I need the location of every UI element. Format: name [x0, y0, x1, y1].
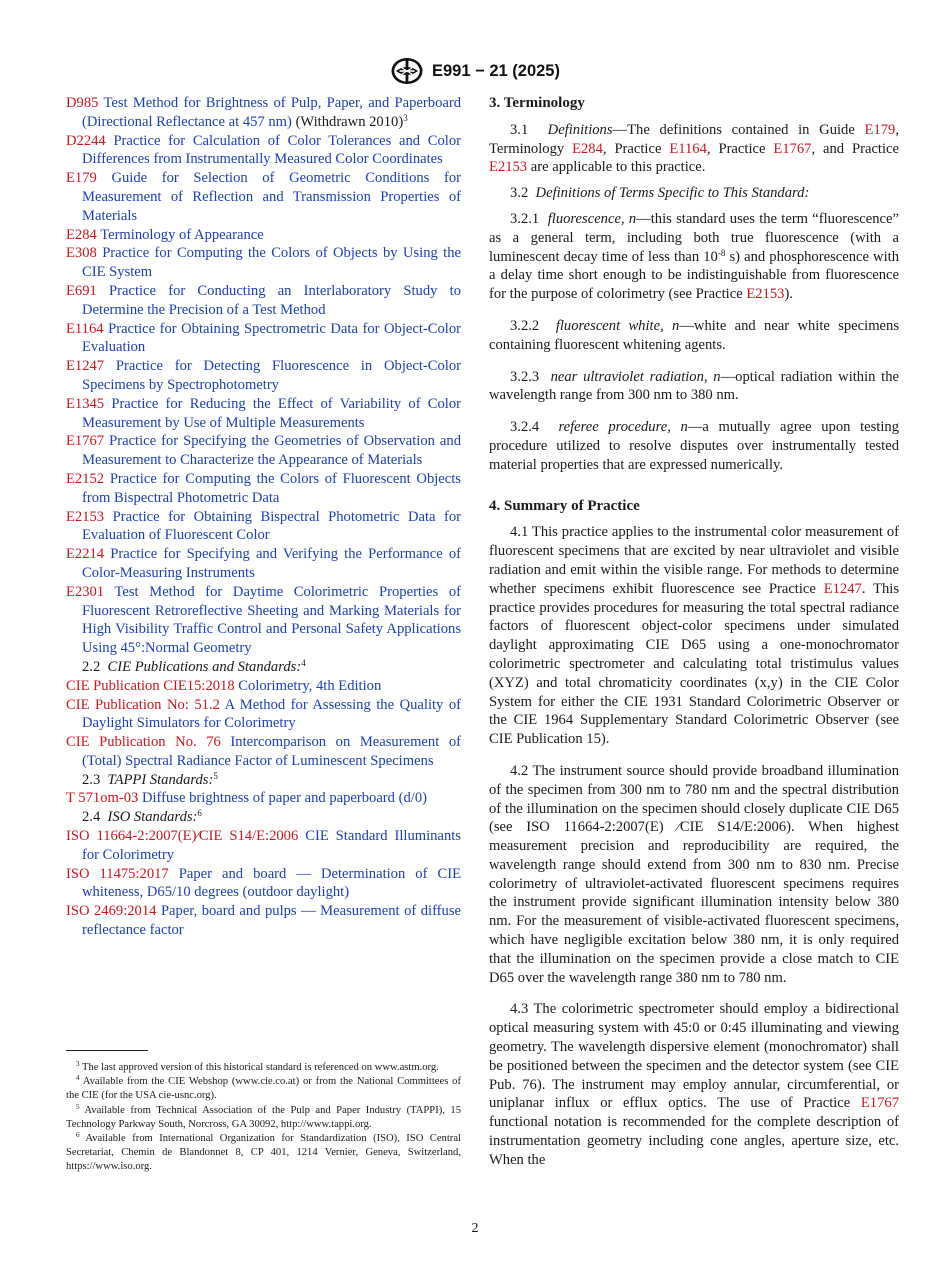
reference-code-link[interactable]: E1247 — [66, 358, 105, 375]
standard-designation: E991 − 21 (2025) — [432, 61, 560, 80]
footnote — [66, 1061, 461, 1075]
reference-code-link[interactable]: D2244 — [66, 132, 106, 149]
reference-title-link[interactable]: Practice for Obtaining Bispectral Photometric Data for Evaluation of Fluorescent Color — [82, 508, 461, 544]
footnote-number: 6 — [76, 1131, 80, 1140]
para-text: —a mutually agree upon testing procedure utilized to resolve disputes over instrumentally tested material properties that are expressed numerically. — [489, 419, 899, 473]
reference-title-link[interactable]: Test Method for Brightness of Pulp, Paper, and Paperboard (Directional Reflectance at 457 nm) — [82, 95, 461, 130]
ref-link-e1767[interactable]: E1767 — [773, 140, 812, 157]
para-number: 3.1 — [510, 121, 529, 138]
reference-code-link[interactable]: D985 — [66, 95, 99, 111]
reference-entry — [66, 395, 461, 433]
reference-code-link[interactable]: E179 — [66, 170, 97, 187]
para-4-2: 4.2 The instrument source should provide broadband illumination of the specimen from 300 nm to 780 nm and the spectral distribution of the illumination on the specimen should closely duplicate CIE D65 (see ISO 11664-2:2007(E) ⁄CIE S14/E:2006). When highest measurement precision and reproducibility are required, the wavelength range should extend from 300 nm to 830 nm. Precise colorimetry of ultraviolet-activated fluorescent specimens requires the instrument provide significant illumination intensity below 380 nm. For the measurement of visible-activated fluorescent specimens, which have negligible excitation below 380 nm, it is only required that the illumination on the specimen provide a close match to CIE D65 over the wavelength range 380 nm to 780 nm. — [489, 762, 899, 986]
reference-code-link[interactable]: CIE Publication CIE15:2018 — [66, 677, 235, 694]
reference-code-link[interactable]: E2153 — [66, 508, 105, 525]
ref-link-e1164[interactable]: E1164 — [669, 140, 707, 157]
summary-heading: 4. Summary of Practice — [489, 497, 640, 514]
ref-link-e2153[interactable]: E2153 — [746, 286, 785, 303]
reference-title-link[interactable]: Practice for Specifying and Verifying the Performance of Color-Measuring Instruments — [82, 546, 461, 581]
reference-code-link[interactable]: ISO 2469:2014 — [66, 903, 157, 920]
reference-code-link[interactable]: E1345 — [66, 395, 105, 412]
exponent: -8 — [717, 247, 726, 258]
para-text: functional notation is recommended for the complete description of instrumentation geometry including cone angles, aperture size, etc. When the — [489, 1114, 899, 1168]
reference-code-link[interactable]: E2301 — [66, 583, 105, 600]
para-3-2-4 — [489, 418, 899, 474]
reference-title-link[interactable]: Practice for Obtaining Spectrometric Data for Object-Color Evaluation — [82, 320, 461, 356]
footnote — [66, 1132, 461, 1175]
para-3-1 — [489, 121, 899, 177]
para-text: 4.1 This practice applies to the instrumental color measurement of fluorescent specimens that are excited by near ultraviolet and visible radiation and emit within the visible range. For methods to determine whether specimens exhibit fluorescence see Practice — [489, 524, 899, 597]
section-number: 2.2 — [82, 658, 101, 675]
reference-title-link[interactable]: Practice for Detecting Fluorescence in Object-Color Specimens by Spectrophotometry — [82, 358, 462, 393]
para-text: —this standard uses the term “fluorescence” as a general term, including both true fluorescence (with a luminescent decay time of less than 10 — [489, 210, 899, 265]
astm-logo-icon — [390, 56, 424, 86]
para-number: 3.2 — [510, 185, 529, 202]
term: referee procedure, n — [558, 419, 688, 436]
reference-entry — [66, 696, 461, 734]
term: fluorescent white, n — [555, 317, 680, 334]
reference-title-link[interactable]: Guide for Selection of Geometric Conditions for Measurement of Reflection and Transmission Properties of Materials — [82, 170, 461, 224]
reference-title-link[interactable]: Paper and board — Determination of CIE whiteness, D65/10 degrees (outdoor daylight) — [82, 865, 461, 901]
reference-code-link[interactable]: E2152 — [66, 470, 105, 487]
reference-code-link[interactable]: E284 — [66, 226, 97, 243]
reference-code-link[interactable]: CIE Publication No. 76 — [66, 734, 221, 751]
terminology-heading: 3. Terminology — [489, 95, 585, 111]
reference-entry — [66, 226, 461, 245]
reference-entry — [66, 789, 461, 808]
reference-entry — [66, 244, 461, 282]
footnotes — [66, 1061, 461, 1175]
right-column — [489, 94, 899, 1177]
footnote-text: Available from International Organization for Standardization (ISO), ISO Central Secretariat, Chemin de Blandonnet 8, CP 401, 1214 Vernier, Geneva, Switzerland, https://www.iso.org. — [66, 1133, 461, 1173]
reference-code-link[interactable]: E1164 — [66, 320, 104, 337]
reference-entry — [66, 677, 461, 696]
para-text: s) and phosphorescence with a delay time short enough to be indistinguishable from fluorescence for the purpose of colorimetry (see Practice — [489, 248, 899, 303]
reference-entry — [66, 733, 461, 771]
page-header — [0, 56, 950, 86]
para-text: —white and near white specimens containing fluorescent whitening agents. — [489, 317, 899, 353]
section-number: 2.4 — [82, 809, 101, 826]
para-number: 3.2.1 — [510, 210, 540, 227]
page-number: 2 — [471, 1221, 479, 1236]
reference-title-link[interactable]: Practice for Reducing the Effect of Variability of Color Measurement by Use of Multiple Measurements — [82, 395, 462, 431]
para-4-1 — [489, 523, 899, 749]
iso-references-list — [66, 827, 461, 940]
reference-note: (Withdrawn 2010) — [295, 113, 404, 130]
para-label: Definitions — [547, 121, 613, 138]
footnote-number: 3 — [76, 1060, 80, 1068]
para-3-2-2 — [489, 317, 899, 355]
reference-title-link[interactable]: Paper, board and pulps — Measurement of diffuse reflectance factor — [82, 903, 461, 939]
reference-title-link[interactable]: Colorimetry, 4th Edition — [238, 677, 382, 694]
reference-title-link[interactable]: Practice for Computing the Colors of Fluorescent Objects from Bispectral Photometric Data — [82, 470, 461, 506]
reference-title-link[interactable]: Practice for Computing the Colors of Objects by Using the CIE System — [82, 245, 461, 281]
footnote-ref: 3 — [403, 112, 408, 123]
reference-entry — [66, 583, 461, 658]
para-text: —optical radiation within the wavelength range from 300 nm to 380 nm. — [489, 368, 899, 404]
reference-entry — [66, 508, 461, 546]
reference-entry — [66, 432, 461, 470]
ref-link-e179[interactable]: E179 — [864, 121, 896, 138]
reference-entry — [66, 545, 461, 583]
reference-entry — [66, 865, 461, 903]
left-column — [66, 94, 461, 940]
para-3-2-1 — [489, 210, 899, 304]
footnote — [66, 1075, 461, 1103]
reference-code-link[interactable]: E691 — [66, 282, 97, 299]
para-3-2-3 — [489, 368, 899, 406]
reference-entry — [66, 902, 461, 940]
footnote-ref: 6 — [197, 808, 202, 819]
cie-section-heading — [66, 658, 461, 677]
reference-title-link[interactable]: Practice for Conducting an Interlaboratory Study to Determine the Precision of a Test Method — [82, 282, 461, 318]
reference-code-link[interactable]: E1767 — [66, 433, 105, 450]
para-number: 3.2.4 — [510, 419, 540, 436]
reference-title-link[interactable]: Test Method for Daytime Colorimetric Properties of Fluorescent Retroreflective Sheeting and Marking Materials for High Visibility Traffic Control and Personal Safety Applications Using 45°:Normal Geometry — [82, 583, 461, 657]
reference-entry — [66, 320, 461, 358]
para-number: 3.2.2 — [510, 317, 540, 334]
para-label: Definitions of Terms Specific to This Standard: — [535, 185, 810, 202]
para-text: , Terminology — [489, 121, 899, 157]
reference-title-link[interactable]: Practice for Calculation of Color Tolerances and Color Differences from Instrumentally Measured Color Coordinates — [82, 132, 461, 168]
reference-code-link[interactable]: T 571om-03 — [66, 790, 139, 807]
tappi-section-heading — [66, 771, 461, 790]
reference-entry — [66, 169, 461, 225]
footnote-number: 5 — [76, 1102, 80, 1111]
reference-entry — [66, 357, 461, 395]
reference-code-link[interactable]: E308 — [66, 245, 97, 262]
reference-title-link[interactable]: A Method for Assessing the Quality of Daylight Simulators for Colorimetry — [82, 696, 461, 732]
footnote — [66, 1104, 461, 1132]
para-text: 4.3 The colorimetric spectrometer should employ a bidirectional optical measuring system with 45:0 or 0:45 illuminating and viewing geometry. The wavelength dispersive element (monochromator) shall be positioned between the specimen and the detector system (see CIE Pub. 76). The instrument may employ annular, circumferential, or uniplanar influx or efflux optics. The use of Practice — [489, 1001, 899, 1112]
para-text: , Practice — [706, 140, 774, 157]
ref-link-e284[interactable]: E284 — [572, 140, 603, 157]
cie-references-list — [66, 677, 461, 771]
reference-code-link[interactable]: ISO 11664-2:2007(E)⁄CIE S14/E:2006 — [66, 828, 299, 845]
para-3-2 — [489, 184, 899, 203]
ref-link-e2153[interactable]: E2153 — [489, 159, 528, 176]
reference-title-link[interactable]: Intercomparison on Measurement of (Total) Spectral Radiance Factor of Luminescent Specimens — [82, 734, 461, 769]
reference-code-link[interactable]: E2214 — [66, 546, 105, 563]
footnote-ref: 5 — [213, 770, 218, 781]
reference-title-link[interactable]: Diffuse brightness of paper and paperboard (d/0) — [141, 790, 427, 807]
iso-section-heading — [66, 808, 461, 827]
reference-entry — [66, 470, 461, 508]
footnote-number: 4 — [76, 1074, 80, 1083]
para-text: , and Practice — [811, 140, 899, 157]
reference-entry — [66, 132, 461, 170]
ref-link-e1247[interactable]: E1247 — [823, 580, 862, 597]
section-number: 2.3 — [82, 771, 101, 788]
reference-title-link[interactable]: Practice for Specifying the Geometries of Observation and Measurement to Characterize the Appearance of Materials — [82, 433, 461, 469]
tappi-references-list — [66, 789, 461, 808]
para-text: —The definitions contained in Guide — [612, 121, 865, 138]
footnote-text: Available from Technical Association of the Pulp and Paper Industry (TAPPI), 15 Technology Parkway South, Norcross, GA 30092, http://www.tappi.org. — [66, 1104, 461, 1130]
reference-entry — [66, 827, 461, 865]
reference-entry — [66, 282, 461, 320]
para-text: are applicable to this practice. — [527, 159, 706, 176]
section-title: CIE Publications and Standards: — [107, 658, 302, 675]
term: near ultraviolet radiation, n — [550, 368, 721, 385]
term: fluorescence, n — [547, 210, 637, 227]
ref-link-e1767[interactable]: E1767 — [860, 1095, 899, 1112]
reference-code-link[interactable]: CIE Publication No: 51.2 — [66, 696, 220, 713]
footnote-divider — [66, 1050, 148, 1051]
reference-entry — [66, 94, 461, 132]
footnote-text: Available from the CIE Webshop (www.cie.co.at) or from the National Committees of the CIE (for the USA cie-usnc.org). — [66, 1076, 461, 1102]
para-4-3 — [489, 1000, 899, 1169]
para-text: , Practice — [602, 140, 670, 157]
footnote-ref: 4 — [301, 657, 306, 668]
referenced-documents-list — [66, 94, 461, 658]
section-title: ISO Standards: — [107, 809, 198, 826]
para-text: . This practice provides procedures for measuring the total spectral radiance factors of fluorescent object-color specimens under simulated daylight approximating CIE D65 using a one-monochromator colorimetric spectrometer and calculating total tristimulus values (XYZ) and total chromaticity coordinates (x,y) in the CIE Color System for either the CIE 1931 Standard Colorimetric Observer or the CIE 1964 Supplementary Standard Colorimetric Observer (see CIE Publication 15). — [489, 580, 899, 748]
footnote-text: The last approved version of this historical standard is referenced on www.astm.org. — [81, 1062, 439, 1073]
para-number: 3.2.3 — [510, 368, 540, 385]
section-title: TAPPI Standards: — [107, 771, 214, 788]
reference-title-link[interactable]: Terminology of Appearance — [100, 226, 264, 243]
reference-title-link[interactable]: CIE Standard Illuminants for Colorimetry — [82, 828, 461, 863]
reference-code-link[interactable]: ISO 11475:2017 — [66, 865, 169, 882]
para-text: ). — [784, 286, 793, 303]
